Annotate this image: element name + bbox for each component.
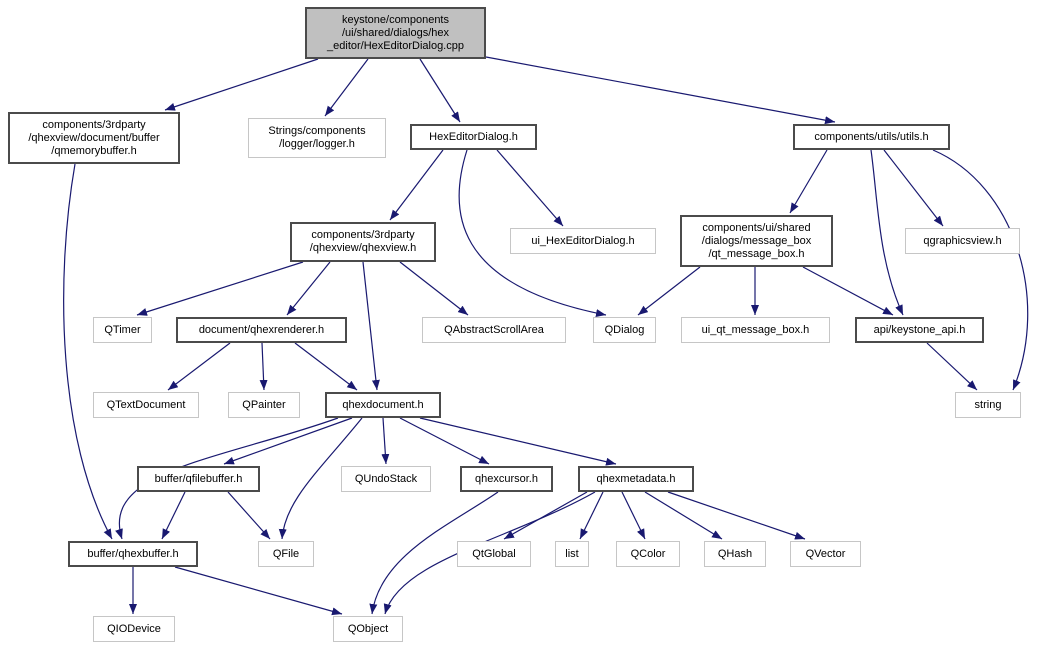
node-qfile [258,541,314,567]
node-label-line: QObject [347,622,389,635]
node-label-line: /qmemorybuffer.h [51,144,137,157]
node-label-line: qgraphicsview.h [923,234,1002,247]
node-label-line: QDialog [604,323,645,336]
node-qhexmetadata[interactable] [578,466,694,492]
node-qfilebuffer[interactable] [137,466,260,492]
node-label-line: buffer/qhexbuffer.h [87,547,179,560]
node-label-line: keystone/components [341,13,449,26]
node-qhexbuffer[interactable] [68,541,198,567]
node-label-line: components/ui/shared [702,221,811,234]
node-label-line: /qt_message_box.h [708,247,805,260]
node-label-line: components/3rdparty [311,229,415,241]
node-label-line: /qhexview/document/buffer [28,131,160,144]
node-qdialog [593,317,656,343]
node-logger [248,118,386,158]
node-ui_qt_message_box [681,317,830,343]
node-qobject [333,616,403,642]
node-ui_hexeditordialog [510,228,656,254]
node-label-line: QPainter [242,398,286,411]
node-label-line: QHash [717,547,753,560]
node-qabstractscrollarea [422,317,566,343]
node-label-line: qhexdocument.h [342,398,424,411]
node-qhexrenderer[interactable] [176,317,347,343]
node-root [305,7,486,59]
node-label-line: qhexmetadata.h [596,472,676,485]
node-label-line: ui_qt_message_box.h [701,323,810,336]
node-hexeditordialog_h[interactable] [410,124,537,150]
node-qtglobal [457,541,531,567]
node-string [955,392,1021,418]
node-label-line: components/utils/utils.h [814,130,929,143]
node-qt_message_box[interactable] [680,215,833,267]
node-qtimer [93,317,152,343]
node-label-line: buffer/qfilebuffer.h [154,472,243,485]
node-qgraphicsview [905,228,1020,254]
node-label-line: Strings/components [268,125,366,137]
node-label-line: components/3rdparty [42,118,146,131]
node-qpainter [228,392,300,418]
node-label-line: list [565,547,579,560]
node-label-line: QFile [272,547,300,560]
node-label-line: QtGlobal [472,547,516,560]
node-label-line: HexEditorDialog.h [429,130,518,143]
node-qhexdocument[interactable] [325,392,441,418]
node-label-line: QAbstractScrollArea [444,323,544,336]
node-label-line: _editor/HexEditorDialog.cpp [327,39,464,52]
node-qhash [704,541,766,567]
node-qvector [790,541,861,567]
node-label-line: QVector [805,547,846,560]
node-qtextdocument [93,392,199,418]
node-label-line: string [974,398,1002,411]
node-keystone_api[interactable] [855,317,984,343]
node-label-line: QTimer [104,323,141,336]
node-label-line: /logger/logger.h [279,138,355,150]
node-qhexview[interactable] [290,222,436,262]
node-label-line: api/keystone_api.h [873,323,966,336]
node-utils[interactable] [793,124,950,150]
node-label-line: /ui/shared/dialogs/hex [341,26,449,39]
node-qundostack [341,466,431,492]
node-list [555,541,589,567]
node-label-line: /dialogs/message_box [701,234,812,247]
node-qiodevice [93,616,175,642]
node-label-line: qhexcursor.h [475,472,538,485]
node-label-line: QColor [630,547,666,560]
node-label-line: /qhexview/qhexview.h [309,242,417,254]
node-qmemorybuffer[interactable] [8,112,180,164]
node-label-line: QUndoStack [354,472,418,485]
node-label-line: QTextDocument [106,398,186,411]
node-label-line: QIODevice [107,622,161,635]
node-label-line: document/qhexrenderer.h [198,323,325,336]
node-label-line: ui_HexEditorDialog.h [531,234,635,247]
node-qcolor [616,541,680,567]
node-qhexcursor[interactable] [460,466,553,492]
